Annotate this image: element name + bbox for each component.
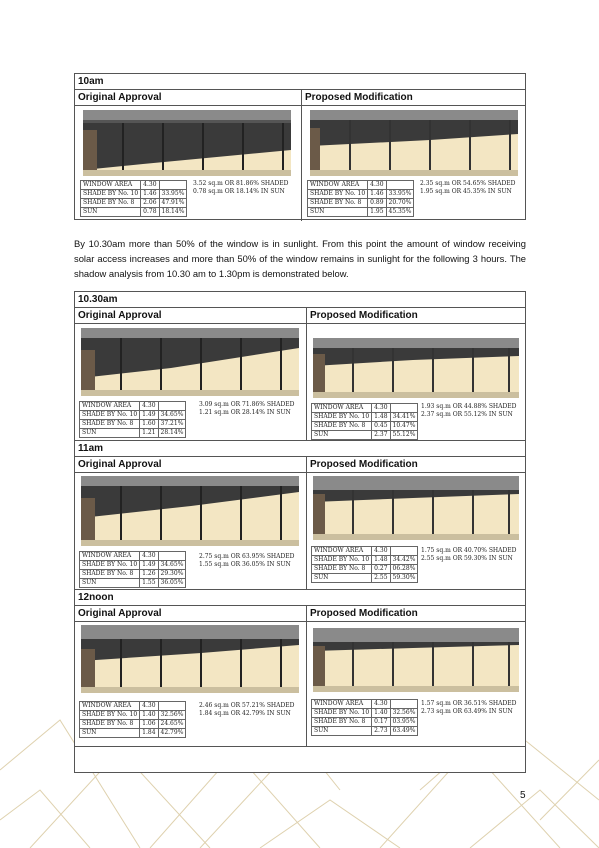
stats-table-proposed xyxy=(311,403,418,440)
shade-8-value: 1.26 xyxy=(140,570,158,579)
shadow-diagram-original xyxy=(83,110,291,176)
empty-cell xyxy=(158,402,186,411)
empty-cell xyxy=(158,552,186,561)
shadow-diagram-proposed xyxy=(313,476,519,540)
sun-value: 1.55 xyxy=(140,579,158,588)
sun-label: SUN xyxy=(312,574,372,583)
shadow-diagram-original xyxy=(81,476,299,546)
sun-value: 0.78 xyxy=(141,208,159,217)
shade-8-label: SHADE BY No. 8 xyxy=(80,570,140,579)
shade-8-value: 0.17 xyxy=(372,718,390,727)
shaded-summary: 3.09 sq.m OR 71.86% SHADED xyxy=(199,401,295,408)
shade-8-percent: 06.28% xyxy=(390,565,418,574)
window-area-value: 4.30 xyxy=(140,402,158,411)
shaded-summary: 1.93 sq.m OR 44.88% SHADED xyxy=(421,403,517,410)
proposed-modification-label: Proposed Modification xyxy=(310,459,418,470)
shade-10-label: SHADE BY No. 10 xyxy=(312,413,372,422)
shade-10-value: 1.40 xyxy=(140,711,158,720)
empty-cell xyxy=(386,181,414,190)
time-heading: 11am xyxy=(75,441,525,457)
sun-value: 1.84 xyxy=(140,729,158,738)
sun-summary: 2.73 sq.m OR 63.49% IN SUN xyxy=(421,708,513,715)
shade-8-value: 1.60 xyxy=(140,420,158,429)
shade-8-percent: 24.65% xyxy=(158,720,186,729)
sun-label: SUN xyxy=(80,579,140,588)
window-area-value: 4.30 xyxy=(368,181,386,190)
shaded-summary: 2.75 sq.m OR 63.95% SHADED xyxy=(199,553,295,560)
sun-label: SUN xyxy=(81,208,141,217)
shade-8-value: 0.27 xyxy=(372,565,390,574)
shade-10-label: SHADE BY No. 10 xyxy=(312,556,372,565)
original-approval-label: Original Approval xyxy=(75,90,302,105)
shade-8-value: 2.06 xyxy=(141,199,159,208)
shade-10-value: 1.48 xyxy=(372,556,390,565)
window-area-label: WINDOW AREA xyxy=(308,181,368,190)
time-heading: 12noon xyxy=(75,590,525,606)
shade-10-percent: 33.95% xyxy=(386,190,414,199)
window-area-value: 4.30 xyxy=(372,700,390,709)
shadow-diagram-proposed xyxy=(310,110,518,176)
window-area-label: WINDOW AREA xyxy=(312,404,372,413)
shade-10-percent: 34.41% xyxy=(390,413,418,422)
stats-table-proposed xyxy=(311,699,418,736)
shadow-diagram-original xyxy=(81,328,299,396)
table-1030-to-12noon xyxy=(74,291,526,773)
shadow-diagram-proposed xyxy=(313,628,519,692)
sun-value: 1.95 xyxy=(368,208,386,217)
proposed-modification-label: Proposed Modification xyxy=(305,92,413,103)
sun-summary: 2.55 sq.m OR 59.30% IN SUN xyxy=(421,555,513,562)
sun-label: SUN xyxy=(80,429,140,438)
sun-summary: 1.55 sq.m OR 36.05% IN SUN xyxy=(199,561,291,568)
window-area-label: WINDOW AREA xyxy=(312,700,372,709)
shade-8-value: 1.06 xyxy=(140,720,158,729)
window-area-value: 4.30 xyxy=(372,404,390,413)
shade-8-label: SHADE BY No. 8 xyxy=(312,565,372,574)
shaded-summary: 3.52 sq.m OR 81.86% SHADED xyxy=(193,180,289,187)
shade-10-percent: 34.65% xyxy=(158,561,186,570)
shade-10-value: 1.48 xyxy=(372,413,390,422)
shaded-summary: 2.35 sq.m OR 54.65% SHADED xyxy=(420,180,516,187)
shaded-summary: 1.57 sq.m OR 36.51% SHADED xyxy=(421,700,517,707)
shade-8-percent: 10.47% xyxy=(390,422,418,431)
original-approval-label: Original Approval xyxy=(75,606,307,621)
empty-cell xyxy=(390,404,418,413)
sun-summary: 1.84 sq.m OR 42.79% IN SUN xyxy=(199,710,291,717)
shaded-summary: 2.46 sq.m OR 57.21% SHADED xyxy=(199,702,295,709)
shade-10-label: SHADE BY No. 10 xyxy=(80,561,140,570)
sun-percent: 18.14% xyxy=(159,208,187,217)
original-approval-label: Original Approval xyxy=(75,457,307,472)
shade-10-value: 1.46 xyxy=(368,190,386,199)
shade-8-value: 0.45 xyxy=(372,422,390,431)
stats-table-proposed xyxy=(311,546,418,583)
window-area-value: 4.30 xyxy=(140,552,158,561)
window-area-label: WINDOW AREA xyxy=(312,547,372,556)
table-10am xyxy=(74,73,526,220)
shade-8-label: SHADE BY No. 8 xyxy=(312,422,372,431)
shade-10-percent: 32.56% xyxy=(158,711,186,720)
page-number: 5 xyxy=(520,790,526,801)
shade-8-label: SHADE BY No. 8 xyxy=(308,199,368,208)
sun-label: SUN xyxy=(312,431,372,440)
empty-cell xyxy=(158,702,186,711)
body-paragraph: By 10.30am more than 50% of the window is in sunlight. From this point the amount of window receiving solar access increases and more than 50% of the window remains in sunlight for the following 3 hours. The shadow analysis from 10.30 am to 1.30pm is demonstrated below. xyxy=(74,238,526,279)
proposed-modification-label: Proposed Modification xyxy=(310,310,418,321)
shade-8-percent: 37.21% xyxy=(158,420,186,429)
shade-10-percent: 34.42% xyxy=(390,556,418,565)
empty-cell xyxy=(390,547,418,556)
shade-10-percent: 33.95% xyxy=(159,190,187,199)
sun-percent: 45.35% xyxy=(386,208,414,217)
sun-percent: 59.30% xyxy=(390,574,418,583)
proposed-modification-label: Proposed Modification xyxy=(310,608,418,619)
sun-value: 2.73 xyxy=(372,727,390,736)
sun-summary: 1.21 sq.m OR 28.14% IN SUN xyxy=(199,409,291,416)
sun-percent: 36.05% xyxy=(158,579,186,588)
stats-table-original xyxy=(79,401,186,438)
time-heading: 10am xyxy=(75,74,525,90)
window-area-label: WINDOW AREA xyxy=(80,402,140,411)
stats-table-original xyxy=(80,180,187,217)
sun-label: SUN xyxy=(312,727,372,736)
sun-summary: 1.95 sq.m OR 45.35% IN SUN xyxy=(420,188,512,195)
sun-percent: 55.12% xyxy=(390,431,418,440)
sun-percent: 63.49% xyxy=(390,727,418,736)
shade-10-value: 1.40 xyxy=(372,709,390,718)
window-area-label: WINDOW AREA xyxy=(80,702,140,711)
window-area-label: WINDOW AREA xyxy=(80,552,140,561)
stats-table-original xyxy=(79,701,186,738)
shaded-summary: 1.75 sq.m OR 40.70% SHADED xyxy=(421,547,517,554)
time-heading: 10.30am xyxy=(75,292,525,308)
shade-10-value: 1.49 xyxy=(140,411,158,420)
shade-8-label: SHADE BY No. 8 xyxy=(80,720,140,729)
shade-10-label: SHADE BY No. 10 xyxy=(308,190,368,199)
shadow-diagram-proposed xyxy=(313,338,519,398)
original-approval-label: Original Approval xyxy=(75,308,307,323)
sun-percent: 28.14% xyxy=(158,429,186,438)
shade-10-label: SHADE BY No. 10 xyxy=(80,411,140,420)
shade-8-percent: 29.30% xyxy=(158,570,186,579)
shade-10-value: 1.46 xyxy=(141,190,159,199)
shadow-diagram-original xyxy=(81,625,299,693)
shade-8-value: 0.89 xyxy=(368,199,386,208)
window-area-value: 4.30 xyxy=(141,181,159,190)
shade-8-percent: 20.70% xyxy=(386,199,414,208)
sun-label: SUN xyxy=(80,729,140,738)
window-area-value: 4.30 xyxy=(372,547,390,556)
empty-cell xyxy=(390,700,418,709)
sun-percent: 42.79% xyxy=(158,729,186,738)
shade-10-label: SHADE BY No. 10 xyxy=(81,190,141,199)
sun-summary: 0.78 sq.m OR 18.14% IN SUN xyxy=(193,188,285,195)
sun-value: 2.55 xyxy=(372,574,390,583)
empty-table-row xyxy=(75,747,525,780)
sun-label: SUN xyxy=(308,208,368,217)
empty-cell xyxy=(159,181,187,190)
shade-10-percent: 34.65% xyxy=(158,411,186,420)
shade-8-label: SHADE BY No. 8 xyxy=(81,199,141,208)
shade-10-label: SHADE BY No. 10 xyxy=(80,711,140,720)
shade-10-percent: 32.56% xyxy=(390,709,418,718)
shade-8-percent: 47.91% xyxy=(159,199,187,208)
shade-8-label: SHADE BY No. 8 xyxy=(80,420,140,429)
shade-8-label: SHADE BY No. 8 xyxy=(312,718,372,727)
sun-summary: 2.37 sq.m OR 55.12% IN SUN xyxy=(421,411,513,418)
window-area-label: WINDOW AREA xyxy=(81,181,141,190)
sun-value: 2.37 xyxy=(372,431,390,440)
shade-10-value: 1.49 xyxy=(140,561,158,570)
stats-table-original xyxy=(79,551,186,588)
shade-10-label: SHADE BY No. 10 xyxy=(312,709,372,718)
sun-value: 1.21 xyxy=(140,429,158,438)
stats-table-proposed xyxy=(307,180,414,217)
window-area-value: 4.30 xyxy=(140,702,158,711)
shade-8-percent: 03.95% xyxy=(390,718,418,727)
